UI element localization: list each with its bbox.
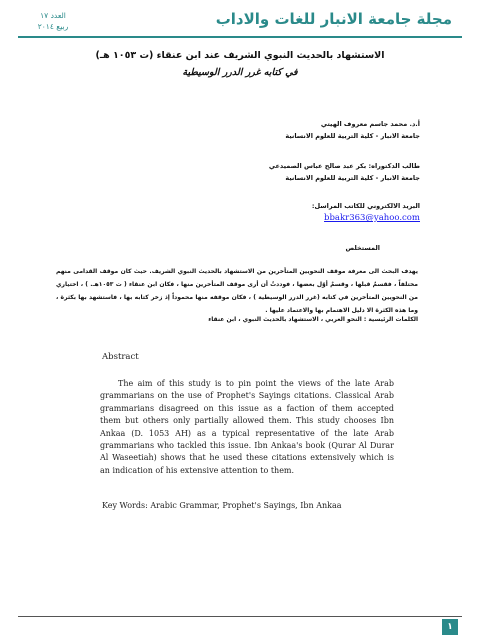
header-divider xyxy=(18,36,462,38)
email-label: البريد الالكتروني للكاتب المراسل: xyxy=(311,202,420,210)
arabic-keywords: الكلمات الرئيسية : النحو العربي ، الاستشهاد بالحديث النبوي ، ابن عنقاء xyxy=(208,316,418,323)
email-link[interactable]: bbakr363@yahoo.com xyxy=(324,213,420,223)
issue-info xyxy=(24,10,82,36)
author-2 xyxy=(269,160,420,184)
paper-title xyxy=(40,47,440,81)
arabic-abstract-text: يهدف البحث الى معرفة موقف النحويين المتأخرين من الاستشهاد بالحديث النبوي الشريف. حيث كان موقف القدامى منهم مختلفاً ، فقسمٌ قبلها ، وقسمٌ أوّل بعضها ، فوددتُ أن أرى موقف المتأخرين منها ، فكان ابن عنقاء ( ت ١٠٥٣هـ. ) ، اختياري من النحويين المتأخرين في كتابه (غرر الدرر الوسيطية ) ، فكان موقفه منها محموداً إذ زخر كتابه بها ، فاستشهد بها بكثرة ، وما هذه الكثرة الا دليل الاهتمام بها والاعتماد عليها . xyxy=(56,268,419,314)
issue-date: ربيع ٢٠١٤ xyxy=(37,22,69,31)
english-abstract-heading: Abstract xyxy=(102,352,139,362)
arabic-abstract-heading: المستخلص xyxy=(345,244,380,252)
issue-number: العدد ١٧ xyxy=(40,11,66,20)
english-abstract-text: The aim of this study is to pin point the views of the late Arab grammarians on the use of Prophet's Sayings citations. Classical Arab grammarians disagreed on this issue as a faction of them accepted them but others only partially allowed them. This study chooses Ibn Ankaa (D. 1053 AH) as a typical representative of the late Arab grammarians who tackled this issue. Ibn Ankaa's book (Qurar Al Durar Al Waseetiah) shows that he used these citations extensively which is an indication of his extensive attention to them. xyxy=(100,379,394,475)
author-2-name: طالب الدكتوراه: بكر عبد صالح عباس الصميدعي xyxy=(268,162,420,170)
journal-header xyxy=(18,6,462,36)
english-keywords: Key Words: Arabic Grammar, Prophet's Sayings, Ibn Ankaa xyxy=(102,501,342,510)
page-number: ١ xyxy=(442,619,458,635)
author-1-affiliation: جامعة الانبار - كلية التربية للعلوم الانسانية xyxy=(285,132,420,140)
author-1 xyxy=(285,118,420,142)
paper-title-line2: في كتابه غرر الدرر الوسيطية xyxy=(182,67,298,78)
footer-divider xyxy=(18,616,462,617)
english-abstract xyxy=(100,378,394,477)
author-2-affiliation: جامعة الانبار - كلية التربية للعلوم الانسانية xyxy=(285,174,420,182)
journal-title: مجلة جامعة الانبار للغات والاداب xyxy=(215,10,452,28)
paper-title-line1: الاستشهاد بالحديث النبوي الشريف عند ابن عنقاء (ت ١٠٥٣ هـ) xyxy=(95,50,385,61)
author-1-name: أ.د. محمد جاسم معروف الهيتي xyxy=(320,120,420,128)
